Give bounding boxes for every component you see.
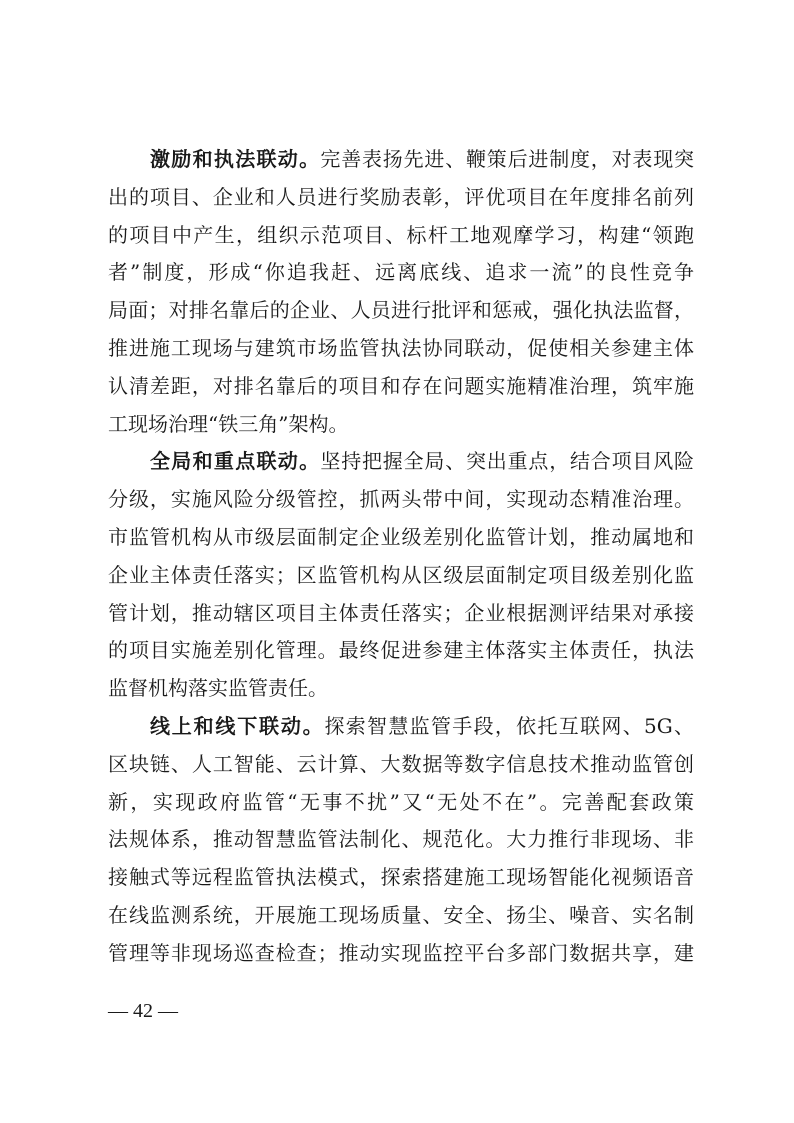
paragraph-2-line-6: 的项目实施差别化管理。最终促进参建主体落实主体责任，执法 xyxy=(108,638,694,663)
paragraph-1-line-5: 局面；对排名靠后的企业、人员进行批评和惩戒，强化执法监督， xyxy=(108,298,694,323)
paragraph-3-line-1 xyxy=(108,708,694,746)
paragraph-1-line-1 xyxy=(108,141,694,179)
paragraph-3-line-5: 接触式等远程监管执法模式，探索搭建施工现场智能化视频语音 xyxy=(108,865,694,890)
paragraph-2-line-1 xyxy=(108,443,694,481)
paragraph-3-line-6: 在线监测系统，开展施工现场质量、安全、扬尘、噪音、实名制 xyxy=(108,902,694,927)
paragraph-3-line-7: 管理等非现场巡查检查；推动实现监控平台多部门数据共享，建 xyxy=(108,940,694,965)
paragraph-1-line-8: 工现场治理“铁三角”架构。 xyxy=(108,411,349,436)
paragraph-2-line-2: 分级，实施风险分级管控，抓两头带中间，实现动态精准治理。 xyxy=(108,487,694,512)
paragraph-2-heading: 全局和重点联动。 xyxy=(150,449,321,474)
paragraph-1-heading: 激励和执法联动。 xyxy=(150,147,321,171)
paragraph-3-line-3: 新，实现政府监管“无事不扰”又“无处不在”。完善配套政策 xyxy=(108,789,694,814)
paragraph-1-text: 完善表扬先进、鞭策后进制度，对表现突 xyxy=(320,147,695,171)
paragraph-2-line-5: 管计划，推动辖区项目主体责任落实；企业根据测评结果对承接 xyxy=(108,600,694,625)
paragraph-2-text: 坚持把握全局、突出重点，结合项目风险 xyxy=(320,449,695,474)
paragraph-3-line-4: 法规体系，推动智慧监管法制化、规范化。大力推行非现场、非 xyxy=(108,827,694,852)
paragraph-3-text: 探索智慧监管手段，依托互联网、5G、 xyxy=(324,713,695,738)
paragraph-1-line-3: 的项目中产生，组织示范项目、标杆工地观摩学习，构建“领跑 xyxy=(108,222,694,247)
page-number: — 42 — xyxy=(108,1000,178,1022)
paragraph-2-line-3: 市监管机构从市级层面制定企业级差别化监管计划，推动属地和 xyxy=(108,524,694,549)
paragraph-1-line-6: 推进施工现场与建筑市场监管执法协同联动，促使相关参建主体 xyxy=(108,335,694,360)
paragraph-3-heading: 线上和线下联动。 xyxy=(150,713,325,738)
paragraph-1-line-7: 认清差距，对排名靠后的项目和存在问题实施精准治理，筑牢施 xyxy=(108,373,694,398)
paragraph-1-line-2: 出的项目、企业和人员进行奖励表彰，评优项目在年度排名前列 xyxy=(108,184,694,209)
paragraph-3-line-2: 区块链、人工智能、云计算、大数据等数字信息技术推动监管创 xyxy=(108,751,694,776)
paragraph-2-line-4: 企业主体责任落实；区监管机构从区级层面制定项目级差别化监 xyxy=(108,562,694,587)
paragraph-2-line-7: 监督机构落实监管责任。 xyxy=(108,676,328,701)
body-text xyxy=(108,141,694,973)
paragraph-1-line-4: 者”制度，形成“你追我赶、远离底线、追求一流”的良性竞争 xyxy=(108,260,694,285)
